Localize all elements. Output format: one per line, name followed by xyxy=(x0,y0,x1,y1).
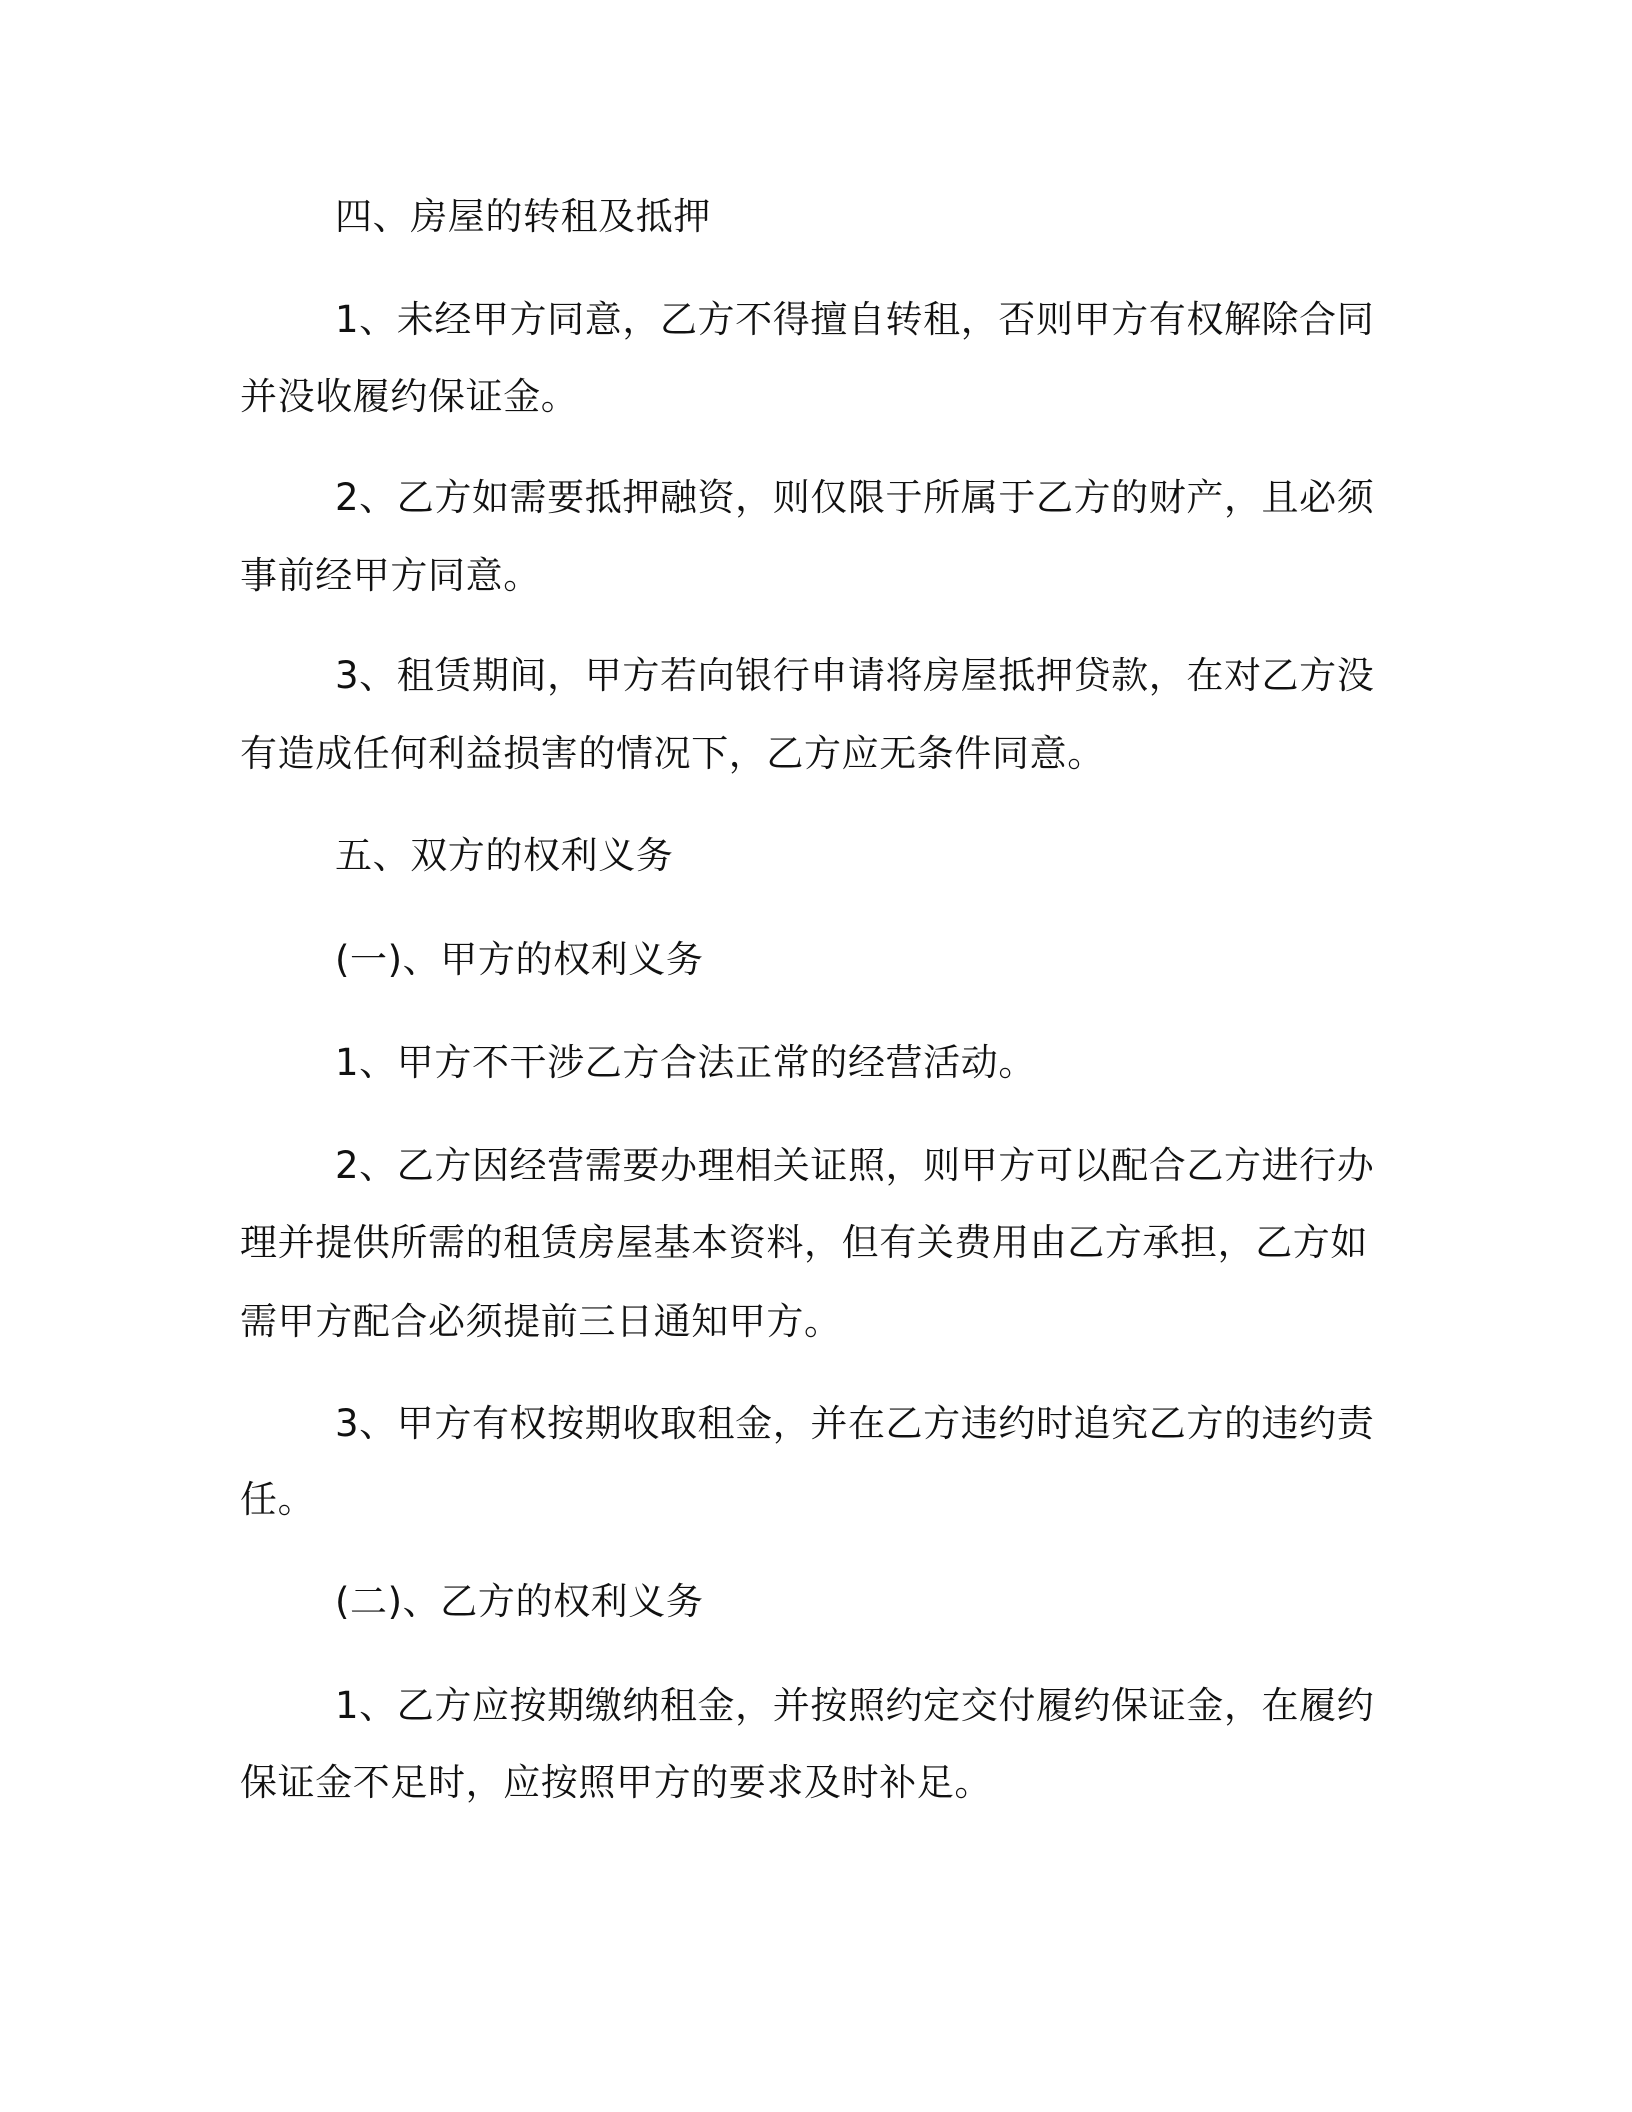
section-4-item-3-line-1: 3、租赁期间，甲方若向银行申请将房屋抵押贷款，在对乙方没 xyxy=(335,654,1375,697)
section-5-part-a-item-1-line-1: 1、甲方不干涉乙方合法正常的经营活动。 xyxy=(335,1041,1036,1084)
section-4-item-2-line-1: 2、乙方如需要抵押融资，则仅限于所属于乙方的财产，且必须 xyxy=(335,476,1375,519)
section-5-part-a-heading: (一)、甲方的权利义务 xyxy=(335,938,704,981)
section-5-part-b-heading: (二)、乙方的权利义务 xyxy=(335,1580,704,1623)
section-5-part-b-item-1-line-1: 1、乙方应按期缴纳租金，并按照约定交付履约保证金，在履约 xyxy=(335,1684,1375,1727)
section-5-part-a-item-2-line-1: 2、乙方因经营需要办理相关证照，则甲方可以配合乙方进行办 xyxy=(335,1144,1375,1187)
section-5-part-a-item-2-line-2: 理并提供所需的租赁房屋基本资料，但有关费用由乙方承担，乙方如 xyxy=(240,1221,1368,1264)
section-5-part-a-item-3-line-2: 任。 xyxy=(240,1478,316,1521)
section-4-item-3-line-2: 有造成任何利益损害的情况下，乙方应无条件同意。 xyxy=(240,732,1105,775)
section-5-part-a-item-3-line-1: 3、甲方有权按期收取租金，并在乙方违约时追究乙方的违约责 xyxy=(335,1402,1375,1445)
section-4-item-2-line-2: 事前经甲方同意。 xyxy=(240,554,541,597)
section-5-part-b-item-1-line-2: 保证金不足时，应按照甲方的要求及时补足。 xyxy=(240,1761,992,1804)
section-5-heading: 五、双方的权利义务 xyxy=(335,834,674,877)
section-4-item-1-line-1: 1、未经甲方同意，乙方不得擅自转租，否则甲方有权解除合同 xyxy=(335,298,1375,341)
section-4-item-1-line-2: 并没收履约保证金。 xyxy=(240,375,579,418)
section-5-part-a-item-2-line-3: 需甲方配合必须提前三日通知甲方。 xyxy=(240,1300,842,1343)
section-4-heading: 四、房屋的转租及抵押 xyxy=(335,195,711,238)
